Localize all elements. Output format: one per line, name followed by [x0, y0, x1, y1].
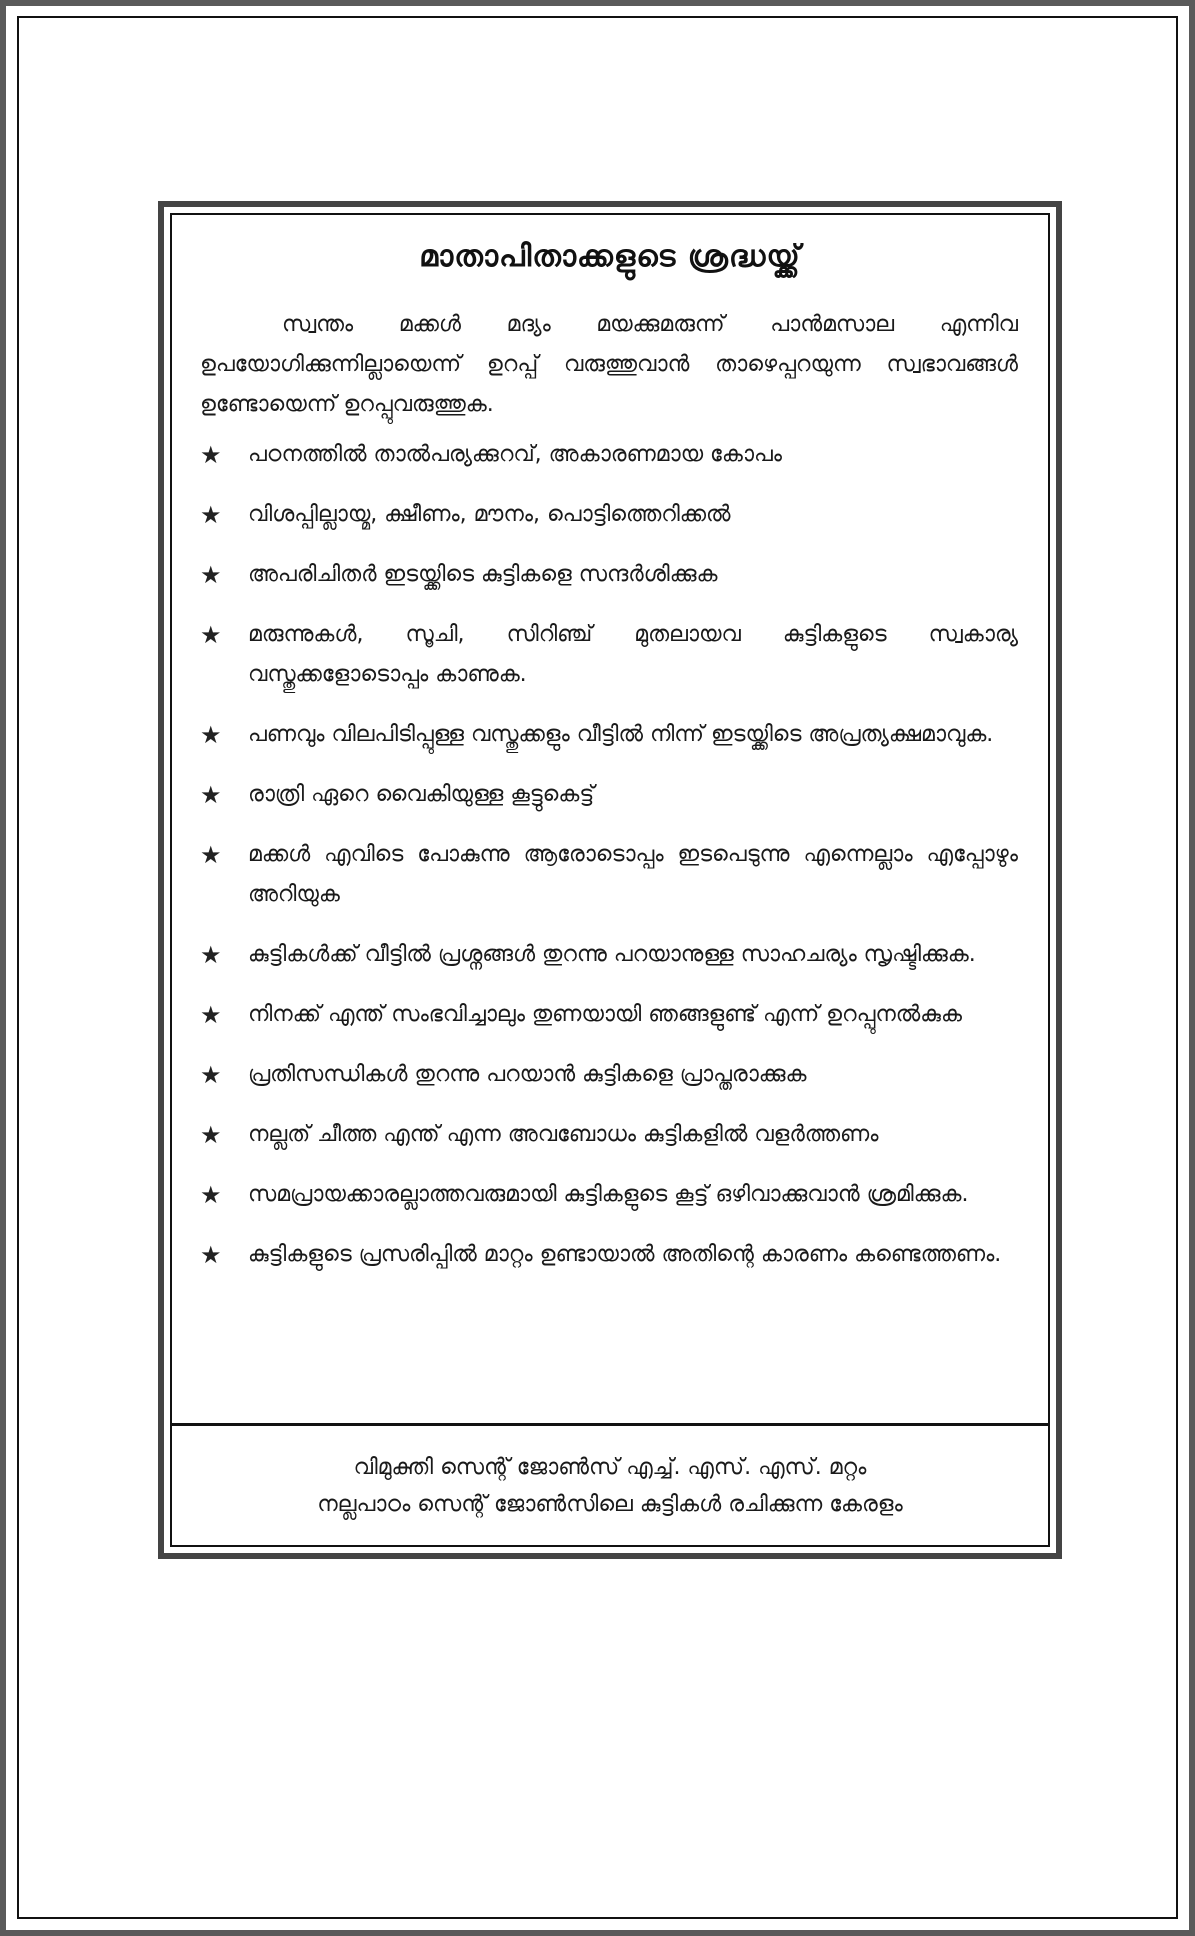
list-item	[192, 995, 1018, 1035]
list-item-text: മരുന്നുകൾ, സൂചി, സിറിഞ്ച് മുതലായവ കുട്ടികളുടെ സ്വകാര്യ വസ്തുക്കളോടൊപ്പം കാണുക.	[248, 622, 1018, 687]
footer-divider	[172, 1423, 1048, 1426]
star-icon: ★	[200, 1061, 222, 1089]
list-item	[192, 775, 1018, 815]
list-item	[192, 495, 1018, 535]
footer	[172, 1449, 1048, 1523]
list-item	[192, 835, 1018, 915]
notice-title: മാതാപിതാക്കളുടെ ശ്രദ്ധയ്ക്ക്	[419, 239, 801, 274]
list-item-text: വിശപ്പില്ലായ്മ, ക്ഷീണം, മൗനം, പൊട്ടിത്തെറിക്കൽ	[248, 502, 731, 527]
star-icon: ★	[200, 781, 222, 809]
list-item	[192, 935, 1018, 975]
list-item-text: മക്കൾ എവിടെ പോകുന്നു ആരോടൊപ്പം ഇടപെടുന്നു എന്നെല്ലാം എപ്പോഴും അറിയുക	[248, 842, 1018, 907]
intro-paragraph: സ്വന്തം മക്കൾ മദ്യം മയക്കുമരുന്ന് പാൻമസാല എന്നിവ ഉപയോഗിക്കുന്നില്ലായെന്ന് ഉറപ്പ് വരുത്തുവാൻ താഴെപ്പറയുന്ന സ്വഭാവങ്ങൾ ഉണ്ടോയെന്ന് ഉറപ്പുവരുത്തുക.	[200, 312, 1018, 417]
list-item	[192, 1235, 1018, 1275]
list-item-text: നല്ലത് ചീത്ത എന്ത് എന്ന അവബോധം കുട്ടികളിൽ വളർത്തണം	[248, 1122, 879, 1147]
list-item-text: കുട്ടികൾക്ക് വീട്ടിൽ പ്രശ്നങ്ങൾ തുറന്നു പറയാനുള്ള സാഹചര്യം സൃഷ്ടിക്കുക.	[248, 942, 976, 967]
list-item-text: പണവും വിലപിടിപ്പുള്ള വസ്തുക്കളും വീട്ടിൽ നിന്ന് ഇടയ്ക്കിടെ അപ്രത്യക്ഷമാവുക.	[248, 722, 994, 747]
star-icon: ★	[200, 501, 222, 529]
star-icon: ★	[200, 441, 222, 469]
list-item	[192, 615, 1018, 695]
list-item-text: നിനക്ക് എന്ത് സംഭവിച്ചാലും തുണയായി ഞങ്ങളുണ്ട് എന്ന് ഉറപ്പുനൽകുക	[248, 1002, 962, 1027]
list-item-text: രാത്രി ഏറെ വൈകിയുള്ള കൂട്ടുകെട്ട്	[248, 782, 595, 807]
footer-line-1: വിമുക്തി സെന്റ് ജോൺസ് എച്ച്. എസ്. എസ്. മറ്റം	[353, 1455, 867, 1480]
list-item	[192, 435, 1018, 475]
notice-frame	[158, 201, 1062, 1559]
list-item	[192, 1055, 1018, 1095]
star-icon: ★	[200, 941, 222, 969]
list-item-text: അപരിചിതർ ഇടയ്ക്കിടെ കുട്ടികളെ സന്ദർശിക്കുക	[248, 562, 718, 587]
list-item	[192, 1115, 1018, 1155]
footer-line-2: നല്ലപാഠം സെന്റ് ജോൺസിലെ കുട്ടികൾ രചിക്കുന്ന കേരളം	[317, 1492, 903, 1517]
list-item	[192, 555, 1018, 595]
checklist	[192, 435, 1018, 1295]
star-icon: ★	[200, 1181, 222, 1209]
list-item	[192, 715, 1018, 755]
star-icon: ★	[200, 1241, 222, 1269]
notice-frame-inner	[170, 213, 1050, 1547]
list-item-text: കുട്ടികളുടെ പ്രസരിപ്പിൽ മാറ്റം ഉണ്ടായാൽ അതിന്റെ കാരണം കണ്ടെത്തണം.	[248, 1242, 1002, 1267]
star-icon: ★	[200, 1001, 222, 1029]
star-icon: ★	[200, 841, 222, 869]
star-icon: ★	[200, 721, 222, 749]
list-item-text: പഠനത്തിൽ താൽപര്യക്കുറവ്, അകാരണമായ കോപം	[248, 442, 782, 467]
list-item-text: പ്രതിസന്ധികൾ തുറന്നു പറയാൻ കുട്ടികളെ പ്രാപ്തരാക്കുക	[248, 1062, 807, 1087]
list-item	[192, 1175, 1018, 1215]
star-icon: ★	[200, 621, 222, 649]
star-icon: ★	[200, 1121, 222, 1149]
list-item-text: സമപ്രായക്കാരല്ലാത്തവരുമായി കുട്ടികളുടെ കൂട്ട് ഒഴിവാക്കുവാൻ ശ്രമിക്കുക.	[248, 1182, 969, 1207]
star-icon: ★	[200, 561, 222, 589]
